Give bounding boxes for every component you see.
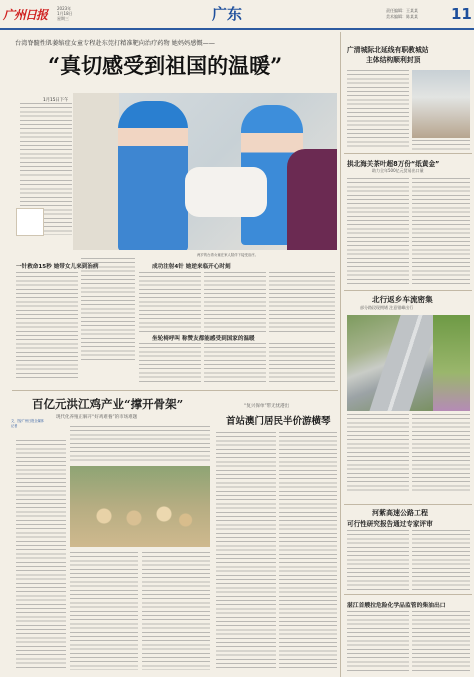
- photo-mother: [287, 149, 337, 250]
- lead-sub-body-3b: [204, 343, 266, 383]
- editor-line: 责任编辑：王某某: [386, 8, 418, 13]
- designer-line: 美术编辑：陈某某: [386, 14, 418, 19]
- right-h3: 北行返乡车流密集: [372, 295, 433, 304]
- photo-highway: [369, 315, 440, 411]
- photo-nurse-left: [118, 101, 188, 250]
- lead-photo-caption: 两岁的台湾女童在家人陪伴下接受治疗。: [197, 253, 259, 257]
- lower-side-label: 文、图/广州日报全媒体记者: [11, 419, 44, 428]
- date-day: 1月18日: [57, 11, 73, 16]
- lower-photo: [70, 466, 210, 547]
- right-rule-4: [344, 594, 472, 595]
- section-title: 广东: [212, 5, 243, 23]
- lead-sub-heading-3: 坐轮椅呼叫 称赞友都能感受到国家的温暖: [152, 336, 255, 342]
- right-h3-body-2: [412, 414, 470, 494]
- date-weekday: 星期三: [57, 16, 69, 21]
- right-h4-body-1: [347, 530, 409, 590]
- lower-body-3: [142, 552, 210, 670]
- page-number: 11: [451, 5, 472, 23]
- right-h1-body-1: [347, 70, 409, 150]
- lead-kicker: 台湾脊髓性肌萎缩症女童专程赴东莞打精准靶向治疗药物 她妈妈感慨——: [15, 40, 215, 47]
- right-rule-1: [344, 153, 472, 154]
- right-h4-line2: 可行性研究报告通过专家评审: [347, 520, 433, 528]
- right-h4-line1: 河紫高速公路工程: [372, 509, 428, 517]
- lower-body-2: [70, 552, 138, 670]
- date-block: [57, 6, 73, 21]
- right-h1-photo: [412, 70, 470, 138]
- lower2-body-2: [279, 432, 337, 670]
- lead-sub-body-2: [139, 272, 201, 334]
- logo-wordmark: 广州日报: [3, 8, 48, 22]
- right-h1-line2: 主体结构顺利封顶: [366, 56, 421, 64]
- lower2-kicker: “复兴保单”带无忧港出: [244, 404, 290, 409]
- right-h3-sub: 部分路段现拥堵 注意错峰出行: [360, 305, 414, 310]
- lower-body-1: [16, 440, 66, 670]
- lead-sub-body-3: [139, 343, 201, 383]
- right-rule-3: [344, 504, 472, 505]
- lead-body-left: [20, 103, 72, 178]
- right-h5-body-2: [412, 611, 470, 671]
- lead-sub-body-2c: [269, 272, 335, 334]
- lead-note: 1月15日下午: [43, 98, 69, 103]
- right-h3-body-1: [347, 414, 409, 494]
- right-col-divider: [340, 32, 341, 677]
- photo-chickens: [80, 496, 200, 536]
- lead-sub-heading-2: 成功注射4针 她逆来临开心时刻: [152, 264, 231, 270]
- lower-intro: [70, 426, 210, 462]
- right-h1-body-2: [412, 140, 470, 150]
- lead-bottom-rule: [12, 390, 338, 391]
- lower2-headline: 首站澳门居民半价游横琴: [226, 416, 331, 427]
- right-h5: 湛江首艘拉危险化学品监管的柴油出口: [347, 603, 446, 609]
- lead-headline: “真切感受到祖国的温暖”: [48, 53, 283, 78]
- right-h2-body-2: [412, 178, 470, 286]
- right-h5-body-1: [347, 611, 409, 671]
- editor-credits: [386, 8, 418, 20]
- date-year: 2023年: [57, 6, 72, 11]
- right-h2: 拱北海关茶叶超8万份“纸黄金”: [347, 160, 440, 168]
- right-h2-sub: 助力全年500亿元贸易出口量: [372, 168, 424, 173]
- lead-photo: [73, 93, 337, 250]
- lower-headline: 百亿元洪江鸡产业“撑开骨架”: [32, 397, 184, 411]
- right-h4-body-2: [412, 530, 470, 590]
- lead-sub-body-1b: [81, 258, 135, 362]
- lead-sub-body-1: [16, 272, 78, 380]
- right-h2-body-1: [347, 178, 409, 286]
- photo-trees: [433, 315, 470, 411]
- lead-sub-heading-1: 一针救命15秒 她带女儿来到治病: [16, 264, 99, 270]
- right-rule-2: [344, 290, 472, 291]
- right-h3-photo: [347, 315, 470, 411]
- photo-child-bed: [185, 167, 267, 217]
- masthead-rule: [0, 28, 474, 30]
- right-h1-line1: 广清城际北延线有职教城站: [347, 46, 429, 54]
- lower2-body-1: [216, 432, 276, 670]
- newspaper-logo: [3, 4, 55, 26]
- lead-sub-body-2b: [204, 272, 266, 334]
- lead-sub-body-3c: [269, 343, 335, 383]
- masthead: [0, 0, 474, 30]
- lead-side-badge: [16, 208, 44, 236]
- lower-subheadline: 现代化养殖正解开“好鸡难養”的市场难题: [56, 415, 138, 420]
- photo-cabinet: [73, 93, 119, 250]
